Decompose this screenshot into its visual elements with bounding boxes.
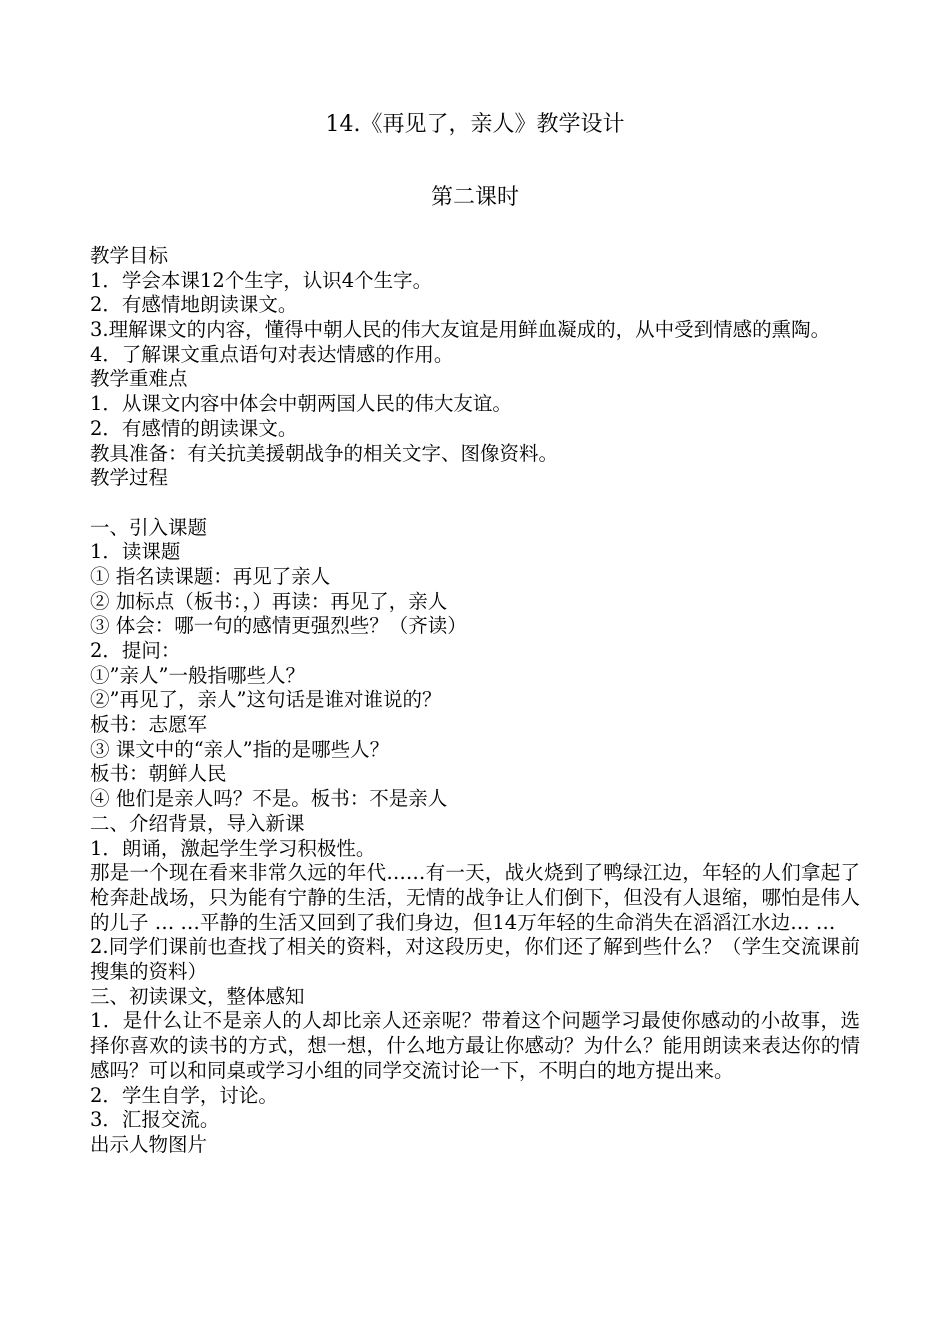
section2-heading: 二、介绍背景，导入新课 [90,811,305,835]
section1-question: ④ 他们是亲人吗？不是。板书：不是亲人 [90,787,448,811]
goal-item: 3.理解课文的内容，懂得中朝人民的伟大友谊是用鲜血凝成的，从中受到情感的熏陶。 [90,318,831,342]
section2-item: 2.同学们课前也查找了相关的资料，对这段历史，你们还了解到些什么？（学生交流课前搜集的资料） [90,935,860,984]
document-body [90,244,860,1158]
section3-item: 1．是什么让不是亲人的人却比亲人还亲呢？带着这个问题学习最使你感动的小故事，选择你喜欢的读书的方式，想一想，什么地方最让你感动？为什么？能用朗读来表达你的情感吗？可以和同桌或学习小组的同学交流讨论一下，不明白的地方提出来。 [90,1009,860,1082]
goals-heading: 教学目标 [90,244,169,267]
section1-ask: 2．提问： [90,639,181,663]
section3-heading: 三、初读课文，整体感知 [90,984,305,1008]
difficulty-item: 2．有感情的朗读课文。 [90,416,298,440]
section1-step: ① 指名读课题：再见了亲人 [90,564,331,588]
section1-read-title: 1．读课题 [90,540,181,564]
section3-item: 出示人物图片 [90,1132,208,1156]
board-note: 板书：志愿军 [90,713,208,737]
materials-line: 教具准备：有关抗美援朝战争的相关文字、图像资料。 [90,441,559,465]
section1-question: ③ 课文中的“亲人”指的是哪些人？ [90,737,390,761]
difficulty-item: 1．从课文内容中体会中朝两国人民的伟大友谊。 [90,392,512,416]
document-title: 14.《再见了，亲人》教学设计 [325,112,625,137]
goal-item: 1．学会本课12个生字，认识4个生字。 [90,268,433,292]
section2-item: 1．朗诵，激起学生学习积极性。 [90,836,376,860]
section1-question: ②”再见了，亲人”这句话是谁对谁说的？ [90,688,442,712]
goal-item: 2．有感情地朗读课文。 [90,293,298,317]
lesson-period: 第二课时 [430,185,519,210]
board-note: 板书：朝鲜人民 [90,762,227,786]
section1-question: ①”亲人”一般指哪些人？ [90,663,305,687]
goal-item: 4．了解课文重点语句对表达情感的作用。 [90,342,454,366]
section3-item: 3．汇报交流。 [90,1108,220,1132]
blank-line [90,491,860,516]
section2-passage: 那是一个现在看来非常久远的年代……有一天，战火烧到了鸭绿江边，年轻的人们拿起了枪奔赴战场，只为能有宁静的生活，无情的战争让人们倒下，但没有人退缩，哪怕是伟人的儿子 … …平静的生活又回到了我们身边，但14万年轻的生命消失在滔滔江水边… … [90,861,860,934]
section1-heading: 一、引入课题 [90,515,208,539]
section1-step: ③ 体会：哪一句的感情更强烈些？（齐读） [90,614,467,638]
difficulties-heading: 教学重难点 [90,367,188,391]
process-heading: 教学过程 [90,466,169,490]
section1-step: ② 加标点（板书：，）再读：再见了，亲人 [90,589,448,613]
section3-item: 2．学生自学，讨论。 [90,1083,278,1107]
